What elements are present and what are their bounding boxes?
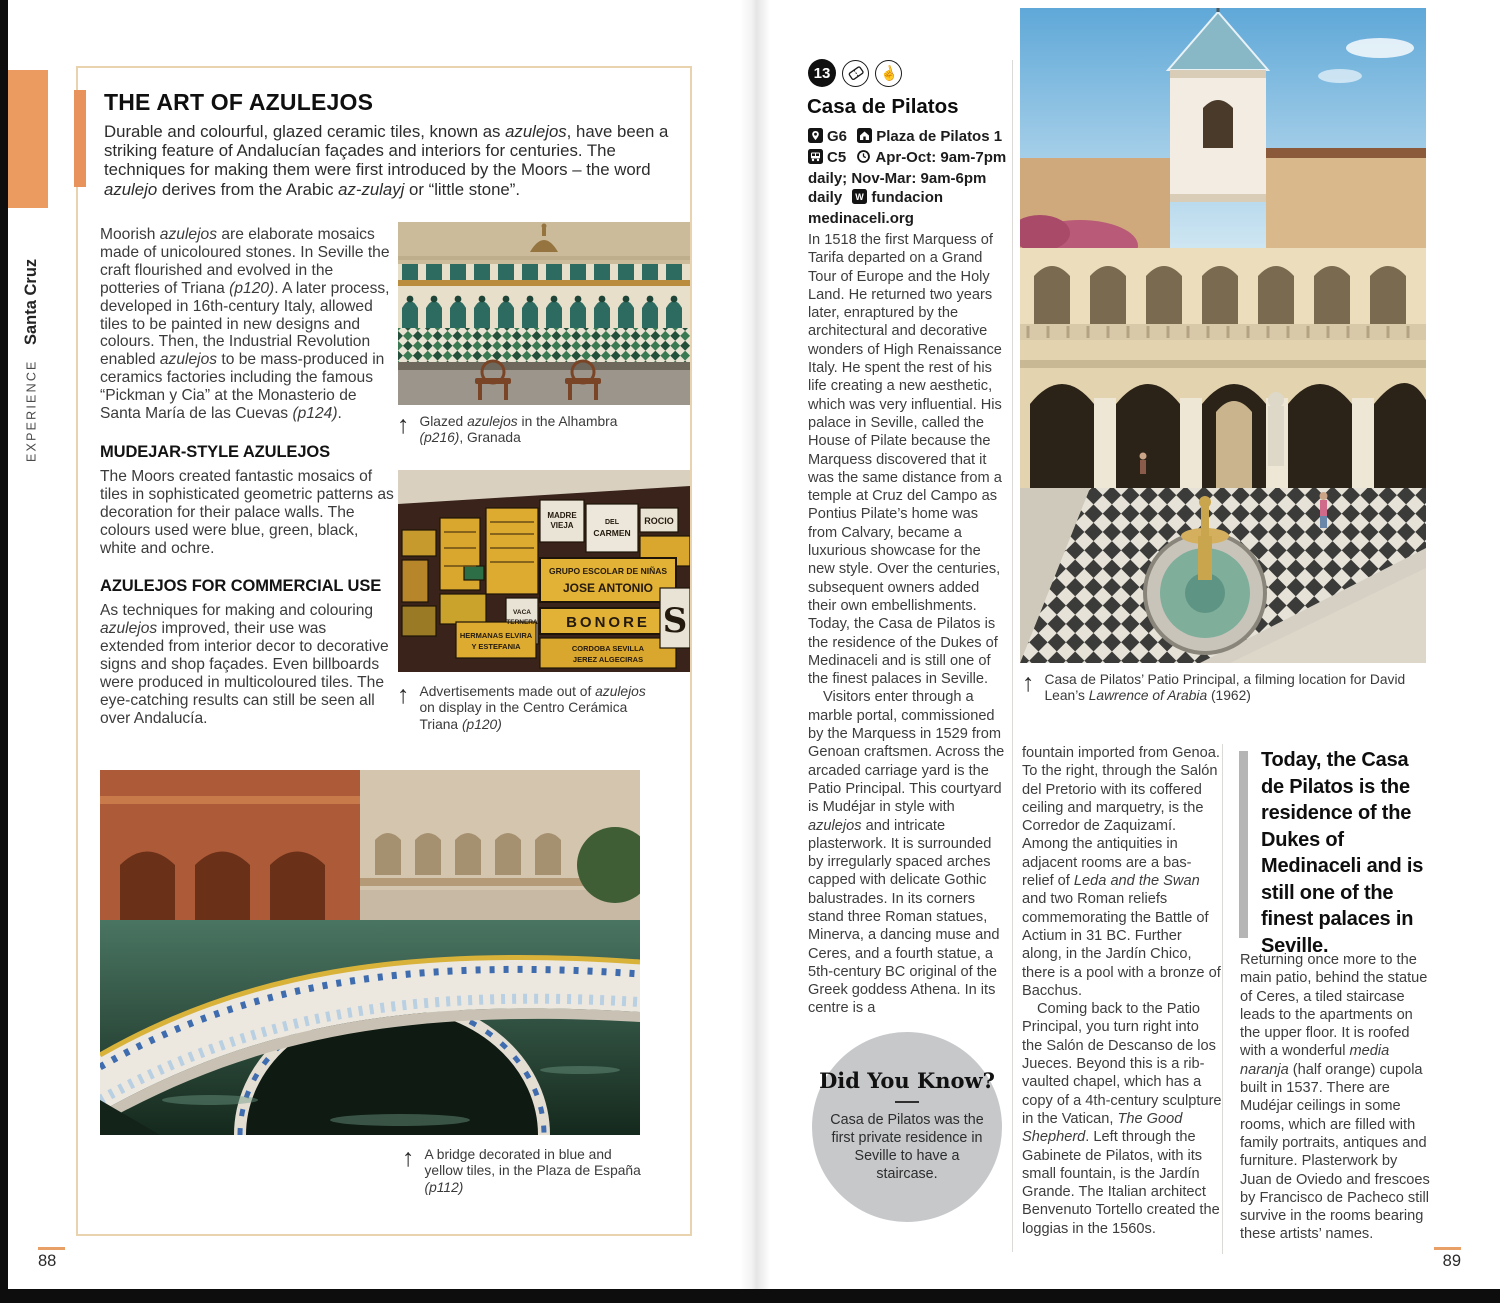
ad-sign-text: TERNERA — [506, 619, 538, 626]
page-number-tick — [38, 1247, 65, 1250]
did-you-know-title: Did You Know? — [819, 1068, 995, 1093]
column-rule — [1222, 744, 1223, 1254]
plaza-espana-bridge-photo — [100, 770, 640, 1135]
feature-paragraph: The Moors created fantastic mosaics of tiles in sophisticated geometric patterns as decoration for their palace walls. The colours used were blue, green, black, white and ochre. — [100, 467, 394, 557]
subheading-commercial: AZULEJOS FOR COMMERCIAL USE — [100, 577, 382, 596]
pull-quote-bar — [1239, 751, 1248, 938]
bus-route-icon — [808, 149, 823, 169]
ad-sign-text: BONORE — [566, 614, 650, 631]
opening-hours-icon — [856, 149, 871, 169]
body-column-3 — [1240, 951, 1433, 1244]
caption-text: A bridge decorated in blue and yellow tiles, in the Plaza de España (p112) — [424, 1147, 641, 1195]
tile-advertisements-photo — [398, 470, 690, 672]
sidebar-section: Santa Cruz — [22, 259, 40, 346]
caption-text: Glazed azulejos in the Alhambra (p216), Granada — [419, 414, 618, 446]
photo-caption — [1022, 669, 1426, 705]
page-number-left: 88 — [38, 1252, 57, 1270]
ad-sign-text: VACA — [513, 609, 531, 616]
ticket-icon — [842, 60, 869, 87]
page-gutter-shadow — [740, 0, 770, 1289]
tile-ads-art — [398, 470, 690, 672]
ad-sign-text: GRUPO ESCOLAR DE NIÑAS — [548, 566, 668, 576]
ad-sign-text: CARMEN — [593, 528, 631, 538]
did-you-know-divider — [895, 1101, 919, 1103]
map-ref: G6 — [827, 128, 848, 145]
photo-caption — [397, 681, 659, 733]
feature-title: THE ART OF AZULEJOS — [104, 89, 374, 115]
ad-sign-text: S — [662, 601, 688, 641]
feature-paragraph: Moorish azulejos are elaborate mosaics made of unicoloured stones. In Seville the craft flourished and evolved in the potteries of Triana (p120). A later process, developed in 16th-century Italy, allowed tiles to be painted in new designs and colours. Then, the Industrial Revolution enabled azulejos to be mass-produced in ceramics factories including the famous “Pickman y Cia” at the Monasterio de Santa María de las Cuevas (p124). — [100, 226, 390, 423]
guided-tour-hand-icon — [875, 60, 902, 87]
ad-sign-text: JEREZ ALGECIRAS — [572, 655, 644, 664]
opening-hours: Apr-Oct: 9am-7pm daily; Nov-Mar: 9am-6pm daily — [808, 149, 1007, 206]
title-accent-bar — [74, 90, 86, 187]
feature-intro: Durable and colourful, glazed ceramic tiles, known as azulejos, have been a striking feature of Andalucían façades and interiors for centuries. The techniques for making them were first introduced by the Moors – the word azulejo derives from the Arabic az-zulayj or “little stone”. — [104, 122, 669, 199]
bus-route: C5 — [827, 149, 847, 166]
book-edge-bottom — [0, 1289, 1500, 1303]
svg-text:W: W — [855, 192, 865, 202]
ad-sign-text: MADRE — [547, 511, 577, 520]
body-column-1 — [808, 231, 1009, 1018]
page-edge-label — [22, 210, 41, 462]
address-icon — [857, 128, 872, 148]
body-column-2 — [1022, 744, 1223, 1238]
body-paragraph: Visitors enter through a marble portal, commissioned by the Marquess in 1529 from Genoan craftsmen. Across the arcaded carriage yard is the Patio Principal. This courtyard is Mudéjar in style with azulejos and intricate plasterwork. It is surrounded by irregularly spaced arches capped with delicate Gothic balustrades. In its corners stand three Roman statues, Minerva, a dancing muse and Ceres, and a fourth statue, a 5th-century BC original of the Greek goddess Athena. In its centre is a — [808, 689, 1005, 1017]
ad-sign-text: VIEJA — [550, 521, 574, 530]
caption-arrow-icon: ↑ — [402, 1144, 415, 1172]
patio-art — [1020, 8, 1426, 663]
caption-text: Casa de Pilatos’ Patio Principal, a filming location for David Lean’s Lawrence of Arabia (1962) — [1044, 672, 1406, 704]
book-edge-left — [0, 0, 8, 1303]
ad-sign-text: HERMANAS ELVIRA — [459, 631, 533, 640]
did-you-know-circle — [812, 1032, 1002, 1222]
ad-sign-text: CORDOBA SEVILLA — [571, 644, 645, 653]
photo-caption — [402, 1144, 652, 1196]
feature-paragraph: As techniques for making and colouring azulejos improved, their use was extended from interior decor to decorative signs and shop façades. Even billboards were produced in multicoloured tiles. The eye-catching results can still be seen all over Andalucía. — [100, 602, 389, 727]
body-paragraph: In 1518 the first Marquess of Tarifa departed on a Grand Tour of Europe and the Holy Land. He returned two years later, enraptured by the architectural and decorative wonders of High Renaissance Italy. He spent the rest of his life creating a new aesthetic, which was very influential. His palace in Seville, called the House of Pilate because the Marquess discovered that it was the same distance from a temple at Cruz del Campo as Pontius Pilate’s home was from Calvary, became a luxurious showcase for the new style. Over the centuries, subsequent owners added their own embellishments. Today, the Casa de Pilatos is the residence of the Dukes of Medinaceli and is still one of the finest palaces in Seville. — [808, 232, 1002, 688]
ad-sign-text: DEL — [605, 519, 619, 526]
body-paragraph: fountain imported from Genoa. To the right, through the Salón del Pretorio with its coffered ceiling and marquetry, is the Corredor de Zaquizamí. Among the antiquities in adjacent rooms are a bas-relief of Leda and the Swan and two Roman reliefs commemorating the Battle of Actium in 31 BC. Further along, in the Jardín Chico, there is a pool with a bronze of Bacchus. — [1022, 745, 1221, 999]
map-ref-icon — [808, 128, 823, 148]
alhambra-tiles-photo — [398, 222, 690, 405]
caption-arrow-icon: ↑ — [397, 411, 410, 439]
body-paragraph: Returning once more to the main patio, behind the statue of Ceres, a tiled staircase leads to the apartments on the upper floor. It is roofed with a wonderful media naranja (half orange) cupola built in 1537. There are Mudéjar ceilings in some rooms, which are filled with family portraits, antiques and furniture. Plasterwork by Juan de Oviedo and frescoes by Francisco de Pacheco still survive in the rooms bearing these artists’ names. — [1240, 952, 1430, 1243]
listing-title: Casa de Pilatos — [807, 95, 959, 118]
listing-badges — [808, 59, 902, 87]
listing-info-block — [808, 127, 1012, 228]
caption-text: Advertisements made out of azulejos on display in the Centro Cerámica Triana (p120) — [419, 684, 646, 732]
column-rule — [1012, 60, 1013, 1252]
photo-caption — [397, 411, 659, 447]
sidebar-kicker: EXPERIENCE — [24, 359, 39, 462]
ad-sign-text: JOSE ANTONIO — [562, 581, 654, 595]
caption-arrow-icon: ↑ — [1022, 669, 1035, 697]
address: Plaza de Pilatos 1 — [876, 128, 1003, 145]
ad-sign-text: Y ESTEFANIA — [471, 642, 521, 651]
ad-sign-text: ROCIO — [644, 516, 674, 526]
subheading-mudejar: MUDEJAR-STYLE AZULEJOS — [100, 442, 331, 461]
hand-glyph: ☝ — [877, 62, 899, 83]
page-number-tick — [1434, 1247, 1461, 1250]
caption-arrow-icon: ↑ — [397, 681, 410, 709]
website-icon — [852, 189, 867, 209]
bridge-art — [100, 770, 640, 1135]
alhambra-tiles-art — [398, 222, 690, 405]
listing-number-badge: 13 — [808, 59, 836, 87]
did-you-know-text: Casa de Pilatos was the first private residence in Seville to have a staircase. — [830, 1112, 984, 1182]
section-color-tab — [8, 70, 48, 208]
feature-body-column — [100, 226, 394, 728]
pull-quote: Today, the Casa de Pilatos is the residence of the Dukes of Medinaceli and is still one of the finest palaces in Seville. — [1261, 749, 1424, 957]
website: fundacion medinaceli.org — [808, 189, 944, 227]
page-number-right: 89 — [1442, 1252, 1461, 1270]
casa-de-pilatos-patio-photo — [1020, 8, 1426, 663]
body-paragraph: Coming back to the Patio Principal, you turn right into the Salón de Descanso de los Jueces. Beyond this is a rib-vaulted chapel, which has a copy of a 4th-century sculpture in the Vatican, The Good Shepherd. Left through the Gabinete de Pilatos, with its small fountain, is the Jardín Grande. The Italian architect Benvenuto Tortello created the loggias in the 1560s. — [1022, 1001, 1222, 1237]
